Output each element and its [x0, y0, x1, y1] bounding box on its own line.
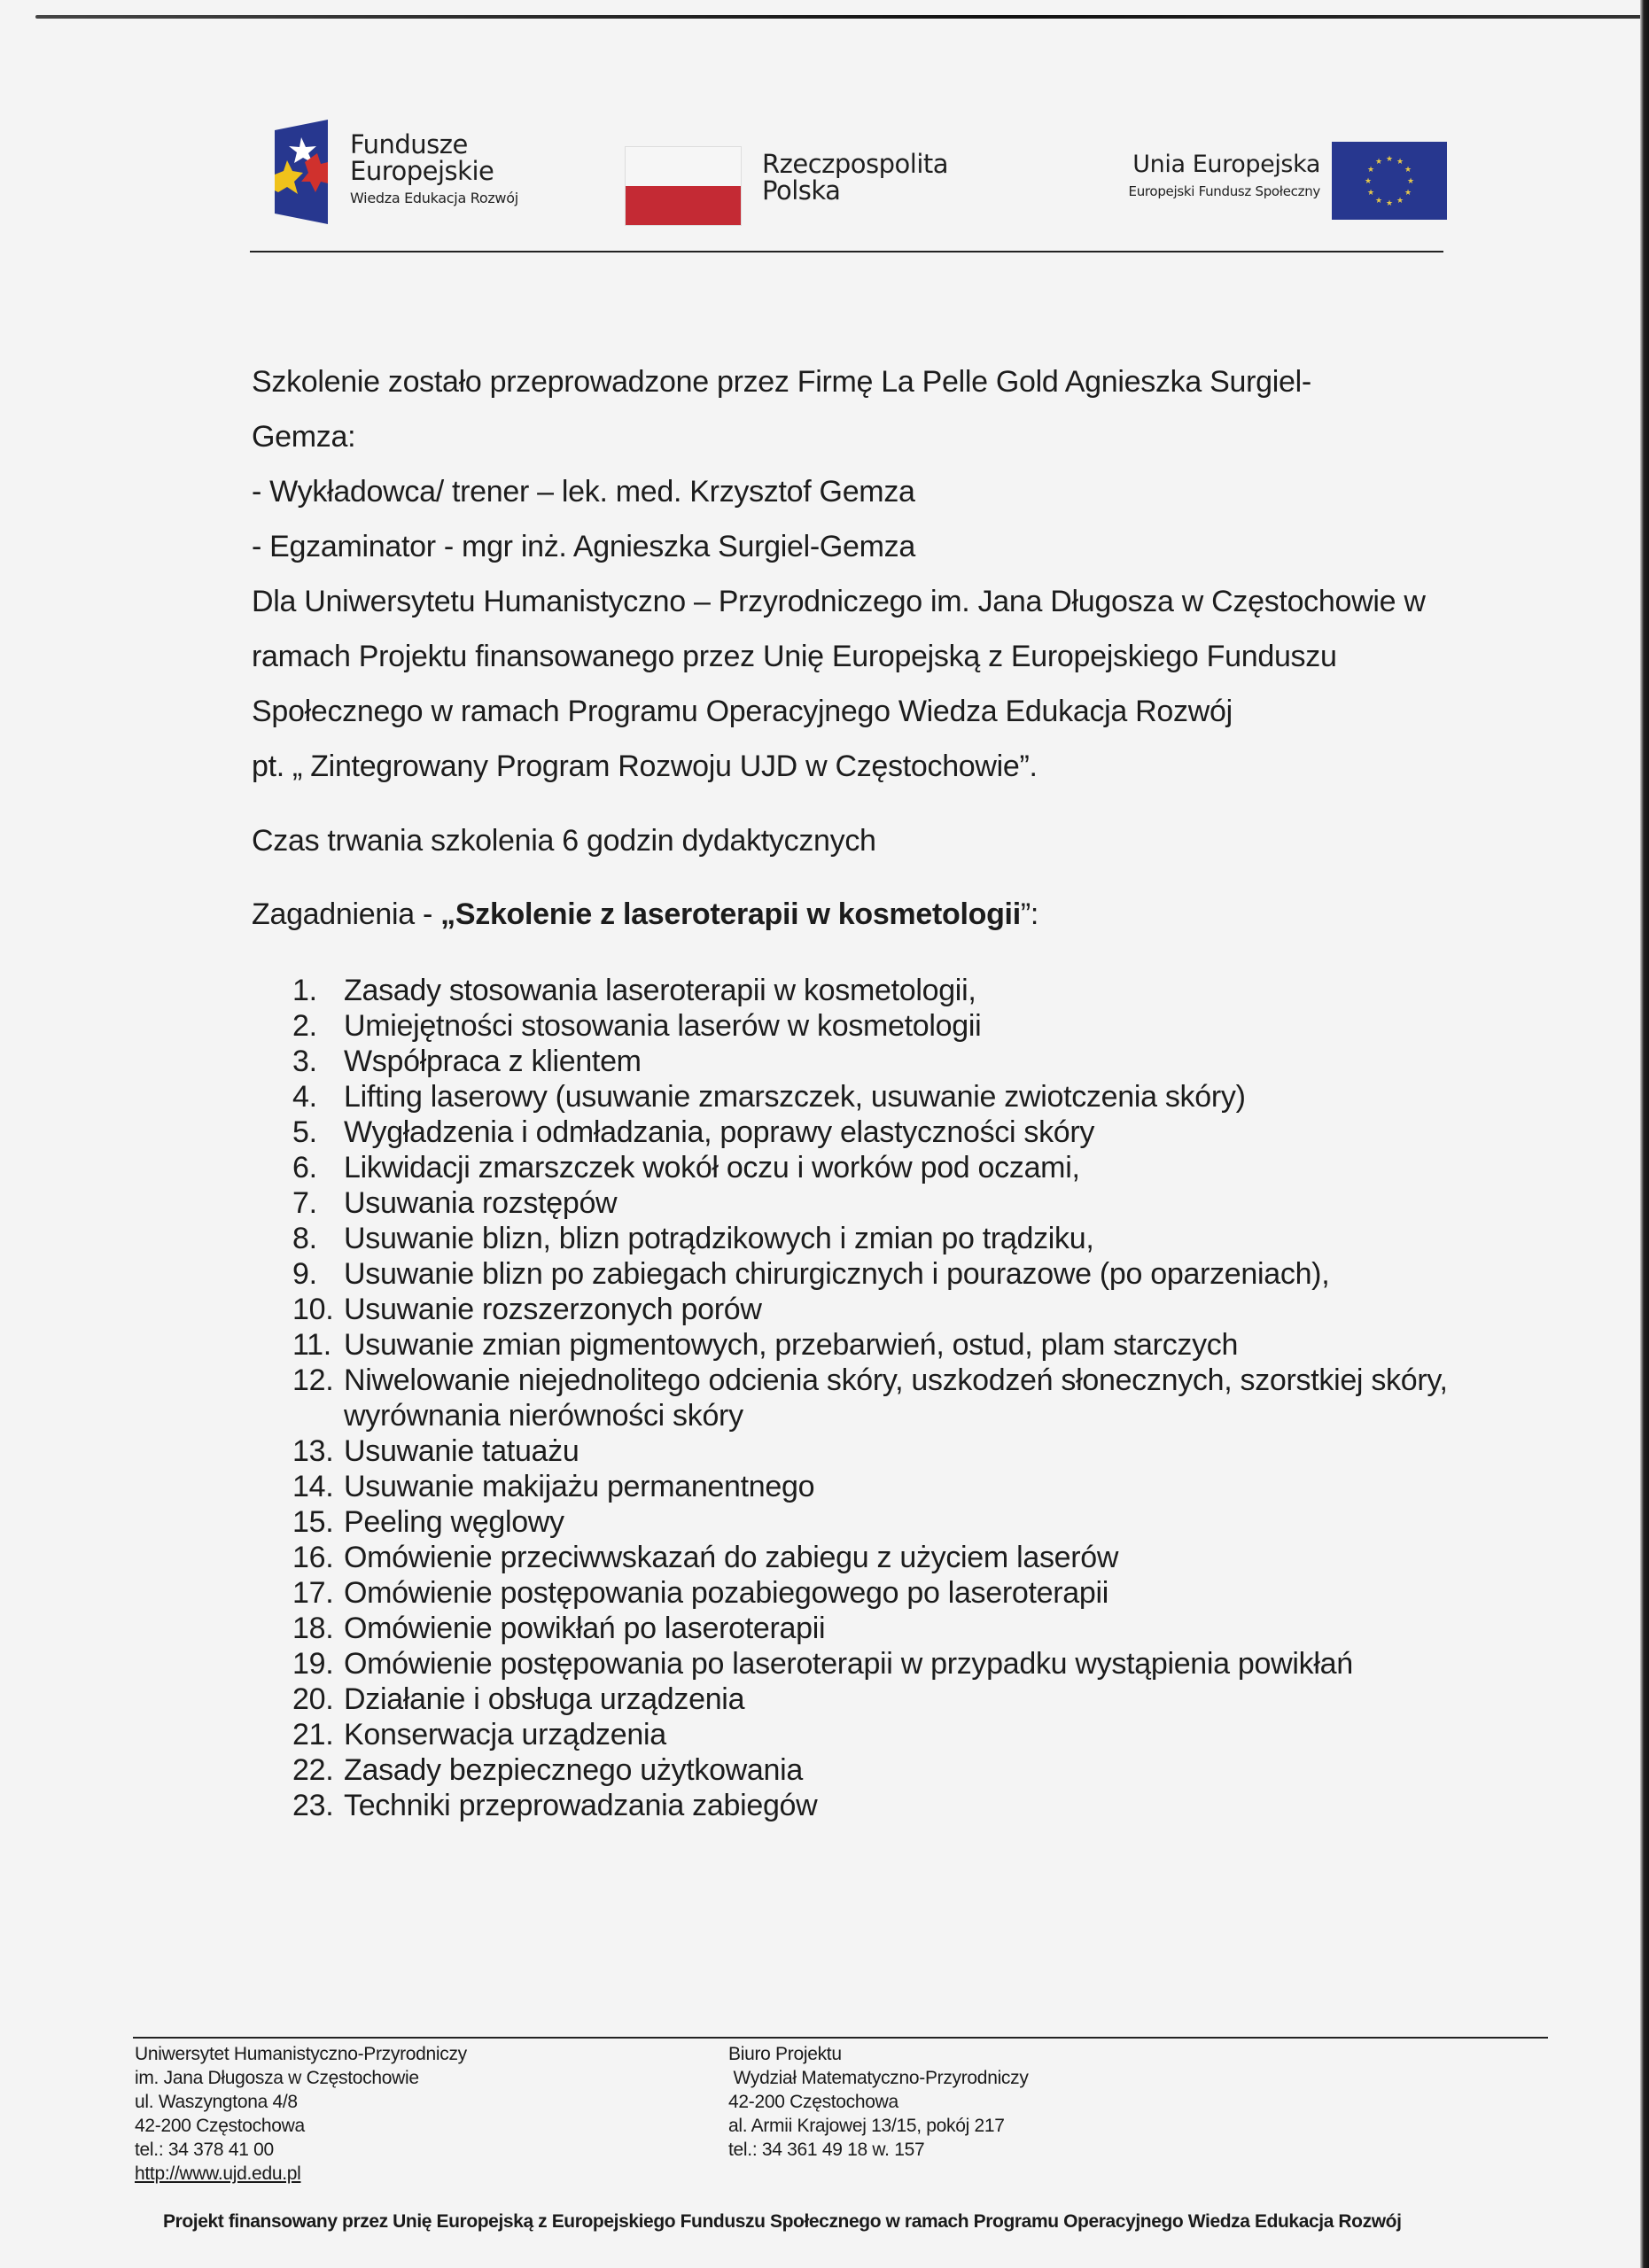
- pl-line1: Rzeczpospolita: [762, 149, 949, 179]
- rzeczpospolita-polska-text: [762, 151, 948, 204]
- list-number: 1.: [292, 974, 317, 1007]
- topics-list: [292, 973, 1471, 1823]
- intro-paragraph: [252, 354, 1536, 794]
- list-number: 2.: [292, 1009, 317, 1043]
- list-text: Wygładzenia i odmładzania, poprawy elastyczności skóry: [344, 1115, 1095, 1149]
- list-item: [292, 1682, 1471, 1717]
- footer-right-line: Wydział Matematyczno-Przyrodniczy: [728, 2068, 1029, 2088]
- list-number: 6.: [292, 1151, 317, 1184]
- list-number: 10.: [292, 1293, 334, 1326]
- list-item: [292, 1115, 1471, 1150]
- list-text: Usuwanie makijażu permanentnego: [344, 1470, 815, 1503]
- list-item: [292, 1504, 1471, 1540]
- list-text: Omówienie postępowania pozabiegowego po laseroterapii: [344, 1576, 1109, 1610]
- svg-text:★: ★: [1404, 166, 1412, 175]
- list-text: Niwelowanie niejednolitego odcienia skóry, uszkodzeń słonecznych, szorstkiej skóry, wyrównania nierówności skóry: [344, 1363, 1448, 1433]
- svg-text:★: ★: [1396, 158, 1404, 167]
- footer-right-line: Biuro Projektu: [728, 2044, 842, 2064]
- logo-bar: [248, 115, 1444, 248]
- fe-subtitle: Wiedza Edukacja Rozwój: [350, 190, 518, 206]
- list-item: [292, 1327, 1471, 1363]
- intro-line: Dla Uniwersytetu Humanistyczno – Przyrodniczego im. Jana Długosza w Częstochowie w: [252, 585, 1426, 618]
- list-text: Omówienie postępowania po laseroterapii w przypadku wystąpienia powikłań: [344, 1647, 1353, 1681]
- list-text: Zasady bezpiecznego użytkowania: [344, 1753, 804, 1787]
- svg-text:★: ★: [1396, 197, 1404, 206]
- intro-line: ramach Projektu finansowanego przez Unię Europejską z Europejskiego Funduszu: [252, 640, 1337, 673]
- training-duration: Czas trwania szkolenia 6 godzin dydaktycznych: [252, 824, 876, 858]
- list-item: [292, 1044, 1471, 1079]
- unia-europejska-text: [1028, 151, 1320, 199]
- list-number: 8.: [292, 1222, 317, 1255]
- list-text: Usuwanie zmian pigmentowych, przebarwień, ostud, plam starczych: [344, 1328, 1239, 1362]
- list-item: [292, 1575, 1471, 1611]
- footer-left-line: Uniwersytet Humanistyczno-Przyrodniczy: [135, 2044, 467, 2064]
- list-number: 17.: [292, 1576, 334, 1610]
- footer-right-line: tel.: 34 361 49 18 w. 157: [728, 2140, 925, 2160]
- list-number: 21.: [292, 1718, 334, 1751]
- fe-title-line2: Europejskie: [350, 156, 494, 186]
- list-item: [292, 1008, 1471, 1044]
- list-text: Lifting laserowy (usuwanie zmarszczek, usuwanie zwiotczenia skóry): [344, 1080, 1246, 1114]
- eu-subtitle: Europejski Fundusz Społeczny: [1128, 183, 1320, 199]
- topics-heading: [252, 897, 1038, 932]
- list-item: [292, 1469, 1471, 1504]
- list-item: [292, 1646, 1471, 1682]
- svg-text:★: ★: [1364, 177, 1373, 186]
- footer-left-line: ul. Waszyngtona 4/8: [135, 2092, 298, 2112]
- list-number: 14.: [292, 1470, 334, 1503]
- list-text: Współpraca z klientem: [344, 1045, 642, 1078]
- polish-flag-icon: [625, 146, 742, 226]
- list-item: [292, 1433, 1471, 1469]
- funding-note: Projekt finansowany przez Unię Europejską z Europejskiego Funduszu Społecznego w ramach Programu Operacyjnego Wiedza Edukacja Rozwój: [163, 2211, 1402, 2232]
- scan-right-edge: [1640, 0, 1649, 2268]
- svg-text:★: ★: [1374, 197, 1383, 206]
- list-text: Konserwacja urządzenia: [344, 1718, 666, 1751]
- list-number: 3.: [292, 1045, 317, 1078]
- list-number: 19.: [292, 1647, 334, 1681]
- list-item: [292, 1540, 1471, 1575]
- list-item: [292, 1221, 1471, 1256]
- topics-heading-prefix: Zagadnienia -: [252, 897, 441, 931]
- fe-title-line1: Fundusze: [350, 129, 468, 159]
- svg-text:★: ★: [1385, 155, 1394, 164]
- list-text: Peeling węglowy: [344, 1505, 564, 1539]
- svg-text:★: ★: [1366, 166, 1375, 175]
- list-text: Usuwanie rozszerzonych porów: [344, 1293, 762, 1326]
- header-divider: [250, 251, 1443, 252]
- intro-line: Szkolenie zostało przeprowadzone przez Firmę La Pelle Gold Agnieszka Surgiel-: [252, 365, 1311, 399]
- list-number: 15.: [292, 1505, 334, 1539]
- list-number: 5.: [292, 1115, 317, 1149]
- footer-right-line: 42-200 Częstochowa: [728, 2092, 898, 2112]
- eu-flag-icon: [1332, 142, 1447, 220]
- list-text: Usuwania rozstępów: [344, 1186, 618, 1220]
- footer-right-line: al. Armii Krajowej 13/15, pokój 217: [728, 2116, 1005, 2136]
- list-text: Omówienie powikłań po laseroterapii: [344, 1612, 826, 1645]
- intro-line: pt. „ Zintegrowany Program Rozwoju UJD w Częstochowie”.: [252, 750, 1038, 783]
- university-website-link[interactable]: http://www.ujd.edu.pl: [135, 2163, 301, 2184]
- intro-line: Gemza:: [252, 420, 356, 454]
- fundusze-europejskie-logo-icon: [275, 120, 328, 224]
- university-address: [135, 2042, 467, 2186]
- list-text: Techniki przeprowadzania zabiegów: [344, 1789, 818, 1822]
- list-number: 9.: [292, 1257, 317, 1291]
- fundusze-europejskie-text: [350, 131, 518, 206]
- topics-heading-suffix: ”:: [1020, 897, 1039, 931]
- list-item: [292, 1611, 1471, 1646]
- list-item: [292, 1256, 1471, 1292]
- list-item: [292, 1292, 1471, 1327]
- eu-title: Unia Europejska: [1132, 151, 1320, 178]
- svg-text:★: ★: [1404, 189, 1412, 198]
- list-number: 20.: [292, 1682, 334, 1716]
- list-number: 22.: [292, 1753, 334, 1787]
- list-item: [292, 1788, 1471, 1823]
- intro-line: Społecznego w ramach Programu Operacyjnego Wiedza Edukacja Rozwój: [252, 695, 1233, 728]
- list-number: 7.: [292, 1186, 317, 1220]
- intro-line: - Egzaminator - mgr inż. Agnieszka Surgiel-Gemza: [252, 530, 915, 563]
- footer-left-line: im. Jana Długosza w Częstochowie: [135, 2068, 419, 2088]
- scan-top-edge: [35, 15, 1648, 19]
- list-text: Umiejętności stosowania laserów w kosmetologii: [344, 1009, 982, 1043]
- list-number: 23.: [292, 1789, 334, 1822]
- topics-heading-title: „Szkolenie z laseroterapii w kosmetologii: [440, 897, 1021, 931]
- list-text: Działanie i obsługa urządzenia: [344, 1682, 745, 1716]
- list-item: [292, 1079, 1471, 1115]
- list-number: 16.: [292, 1541, 334, 1574]
- list-item: [292, 1185, 1471, 1221]
- list-text: Usuwanie tatuażu: [344, 1434, 579, 1468]
- list-text: Zasady stosowania laseroterapii w kosmetologii,: [344, 974, 976, 1007]
- list-text: Usuwanie blizn po zabiegach chirurgicznych i pourazowe (po oparzeniach),: [344, 1257, 1330, 1291]
- footer-left-line: tel.: 34 378 41 00: [135, 2140, 274, 2160]
- list-number: 11.: [292, 1328, 331, 1362]
- list-number: 12.: [292, 1363, 334, 1397]
- list-text: Likwidacji zmarszczek wokół oczu i worków pod oczami,: [344, 1151, 1080, 1184]
- intro-line: - Wykładowca/ trener – lek. med. Krzysztof Gemza: [252, 475, 915, 509]
- list-item: [292, 973, 1471, 1008]
- footer-left-line: 42-200 Częstochowa: [135, 2116, 305, 2136]
- list-text: Omówienie przeciwwskazań do zabiegu z użyciem laserów: [344, 1541, 1119, 1574]
- list-item: [292, 1363, 1471, 1433]
- list-number: 18.: [292, 1612, 334, 1645]
- list-item: [292, 1752, 1471, 1788]
- list-number: 4.: [292, 1080, 317, 1114]
- list-number: 13.: [292, 1434, 334, 1468]
- svg-text:★: ★: [1366, 189, 1375, 198]
- pl-line2: Polska: [762, 175, 841, 206]
- svg-text:★: ★: [1406, 177, 1415, 186]
- project-office-address: [728, 2042, 1029, 2162]
- svg-text:★: ★: [1374, 158, 1383, 167]
- list-item: [292, 1717, 1471, 1752]
- footer-divider: [133, 2037, 1548, 2039]
- list-text: Usuwanie blizn, blizn potrądzikowych i zmian po trądziku,: [344, 1222, 1094, 1255]
- list-item: [292, 1150, 1471, 1185]
- svg-text:★: ★: [1385, 199, 1394, 208]
